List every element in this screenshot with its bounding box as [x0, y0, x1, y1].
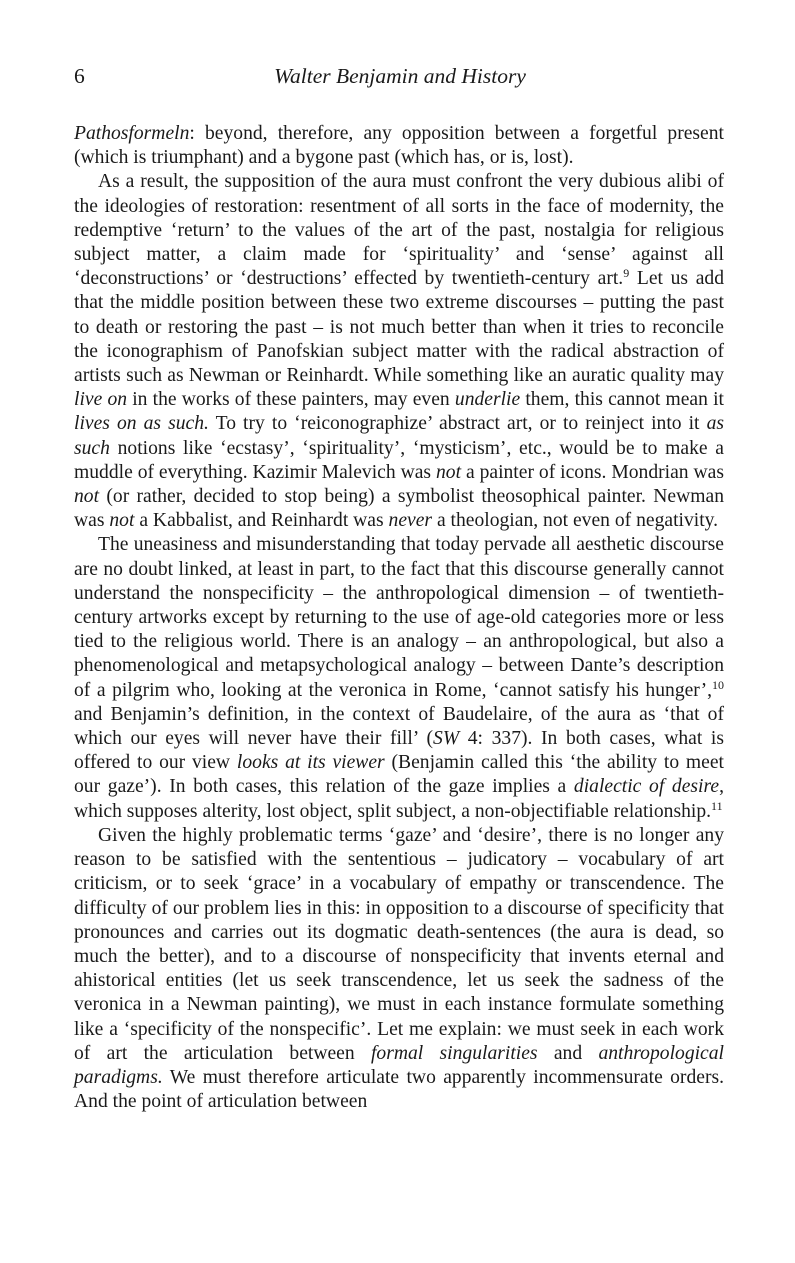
text-run: , which supposes alterity, lost object, split subject, a non-objectifiable relationship.: [74, 776, 724, 822]
italic-text: lives on as such.: [74, 413, 209, 435]
paragraph: [74, 824, 724, 1114]
text-run: We must therefore articulate two apparently incommensurate orders. And the point of articulation between: [74, 1066, 724, 1113]
page-number: 6: [74, 64, 85, 88]
italic-text: never: [388, 510, 433, 532]
italic-text: Pathosformeln: [74, 123, 190, 144]
text-run: a Kabbalist, and Reinhardt was: [134, 510, 389, 532]
text-run: a painter of icons. Mondrian was: [461, 461, 724, 483]
italic-text: dialectic of desire: [573, 776, 720, 798]
text-run: (or rather, decided to stop being) a symbolist theosophical painter. Newman was: [74, 486, 724, 532]
italic-text: looks at its viewer: [236, 752, 385, 774]
page-header: [74, 64, 726, 94]
italic-text: formal singularities: [370, 1042, 538, 1064]
italic-text: not: [435, 461, 462, 483]
italic-text: not: [109, 510, 135, 532]
text-run: : beyond, therefore, any opposition between a forgetful present (which is triumphant) and a bygone past (which has, or is, lost).: [74, 123, 724, 169]
italic-text: live on: [74, 389, 128, 411]
italic-text: as such: [74, 413, 724, 459]
italic-text: not: [74, 486, 100, 508]
text-run: (Benjamin called this ‘the ability to meet our gaze’). In both cases, this relation of the gaze implies a: [74, 752, 724, 798]
paragraph: [74, 122, 724, 170]
text-run: them, this cannot mean it: [520, 389, 724, 411]
italic-text: underlie: [454, 389, 521, 411]
text-run: and: [537, 1042, 599, 1064]
footnote-ref: 9: [623, 266, 630, 281]
text-run: in the works of these painters, may even: [127, 389, 455, 411]
footnote-ref: 11: [711, 798, 723, 813]
running-head: Walter Benjamin and History: [274, 64, 526, 88]
text-run: 4: 337). In both cases, what is offered to our view: [74, 728, 724, 774]
footnote-ref: 10: [712, 677, 724, 692]
italic-text: SW: [433, 728, 460, 750]
paragraph: [74, 170, 724, 533]
text-run: notions like ‘ecstasy’, ‘spirituality’, ‘mysticism’, etc., would be to make a muddle of everything. Kazimir Malevich was: [74, 437, 724, 483]
paragraph: [74, 533, 724, 823]
text-run: a theologian, not even of negativity.: [432, 510, 719, 532]
text-run: Let us add that the middle position between these two extreme discourses – putting the past to death or restoring the past – is not much better than when it tries to reconcile the iconographism of Panofskian subject matter with the radical abstraction of artists such as Newman or Reinhardt. While something like an auratic quality may: [74, 268, 724, 387]
text-run: Given the highly problematic terms ‘gaze’ and ‘desire’, there is no longer any reason to be satisfied with the sententious – judicatory – vocabulary of art criticism, or to seek ‘grace’ in a vocabulary of empathy or transcendence. The difficulty of our problem lies in this: in opposition to a discourse of specificity that pronounces and carries out its dogmatic death-sentences (the aura is dead, so much the better), and to a discourse of nonspecificity that invents eternal and ahistorical entities (let us seek transcendence, let us seek the sadness of the veronica in a Newman painting), we must in each instance formulate something like a ‘specificity of the nonspecific’. Let me explain: we must seek in each work of art the articulation between: [74, 824, 724, 1064]
text-run: To try to ‘reiconographize’ abstract art, or to reinject into it: [208, 413, 707, 435]
body-text: [74, 122, 724, 1114]
text-run: The uneasiness and misunderstanding that today pervade all aesthetic discourse are no doubt linked, at least in part, to the fact that this discourse generally cannot understand the nonspecificity – the anthropological dimension – of twentieth-century artworks except by returning to the use of age-old categories more or less tied to the religious world. There is an analogy – an anthropological, but also a phenomenological and metapsychological analogy – between Dante’s description of a pilgrim who, looking at the veronica in Rome, ‘cannot satisfy his hunger’,: [74, 534, 724, 701]
text-run: As a result, the supposition of the aura must confront the very dubious alibi of the ideologies of restoration: resentment of all sorts in the face of modernity, the redemptive ‘return’ to the values of the art of the past, nostalgia for religious subject matter, a claim made for ‘spirituality’ and ‘sense’ against all ‘deconstructions’ or ‘destructions’ effected by twentieth-century art.: [74, 171, 724, 290]
italic-text: anthropological paradigms.: [74, 1042, 724, 1088]
text-run: and Benjamin’s definition, in the context of Baudelaire, of the aura as ‘that of which our eyes will never have their fill’ (: [74, 703, 724, 750]
